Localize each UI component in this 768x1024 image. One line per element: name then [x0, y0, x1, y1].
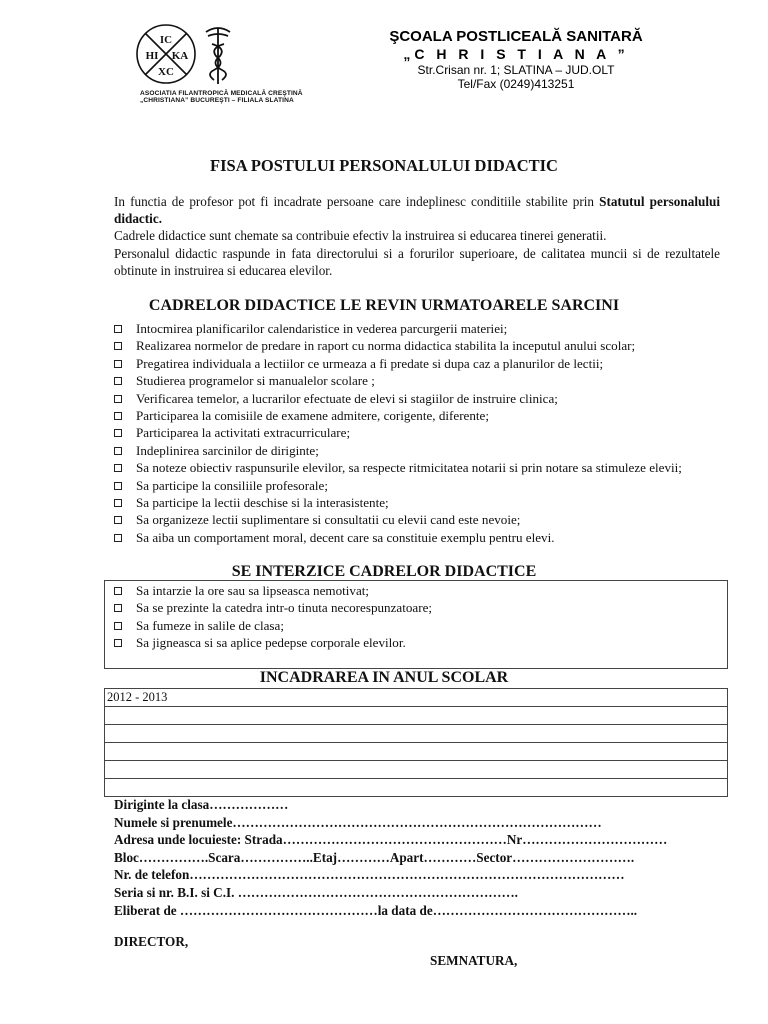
checkbox-icon	[114, 342, 122, 350]
list-item	[114, 459, 720, 476]
field-diriginte: Diriginte la clasa………………	[114, 797, 289, 812]
forbidden-heading: SE INTERZICE CADRELOR DIDACTICE	[231, 563, 537, 580]
field-nume: Numele si prenumele…………………………………………………………………………	[114, 814, 602, 830]
school-info	[356, 28, 676, 91]
checkbox-icon	[114, 464, 122, 472]
table-row	[105, 743, 727, 761]
checkbox-icon	[114, 499, 122, 507]
field-adresa: Adresa unde locuieste: Strada……………………………………………Nr……………………………	[114, 832, 668, 848]
checkbox-icon	[114, 325, 122, 333]
task-text: Studierea programelor si manualelor scolare ;	[136, 373, 375, 389]
task-text: Sa aiba un comportament moral, decent care sa constituie exemplu pentru elevi.	[136, 529, 555, 545]
list-item	[114, 634, 714, 651]
task-text: Sa participe la consiliile profesorale;	[136, 477, 328, 493]
intro-paragraph-1	[114, 193, 720, 227]
document-title: FISA POSTULUI PERSONALULUI DIDACTIC	[210, 156, 558, 175]
task-text: Sa organizeze lectii suplimentare si consultatii cu elevii cand este nevoie;	[136, 512, 521, 528]
intro-bold-statute: Statutul personalului didactic.	[114, 194, 720, 227]
task-text: Sa noteze obiectiv raspunsurile elevilor, sa respecte ritmicitatea notarii si prin notare sa stimuleze elevii;	[136, 460, 682, 476]
tasks-list	[114, 320, 720, 546]
checkbox-icon	[114, 482, 122, 490]
logo-text-left: HI	[145, 50, 159, 62]
school-address: Str.Crisan nr. 1; SLATINA – JUD.OLT	[417, 63, 615, 77]
checkbox-icon	[114, 360, 122, 368]
list-item	[114, 424, 720, 441]
table-row	[105, 779, 727, 796]
forbidden-text: Sa fumeze in salile de clasa;	[136, 617, 284, 633]
task-text: Intocmirea planificarilor calendaristice in vederea parcurgerii materiei;	[136, 321, 508, 336]
task-text: Participarea la activitati extracurriculare;	[136, 425, 351, 441]
list-item	[114, 494, 720, 511]
task-text: Pregatirea individuala a lectiilor ce urmeaza a fi predate si dupa caz a planurilor de lectii;	[136, 355, 604, 371]
list-item	[114, 407, 720, 424]
task-text: Participarea la comisiile de examene admitere, corigente, diferente;	[136, 408, 489, 424]
signature-label: SEMNATURA,	[430, 953, 518, 968]
forbidden-text: Sa se prezinte la catedra intr-o tinuta necorespunzatoare;	[136, 600, 433, 616]
incadrare-heading: INCADRAREA IN ANUL SCOLAR	[259, 669, 509, 686]
logo-text-top: IC	[159, 34, 173, 46]
table-row	[105, 725, 727, 743]
checkbox-icon	[114, 516, 122, 524]
list-item	[114, 442, 720, 459]
list-item	[114, 477, 720, 494]
list-item	[114, 355, 720, 372]
task-text: Verificarea temelor, a lucrarilor efectuate de elevi si stagiilor de instruire clinica;	[136, 390, 558, 406]
logo-text-right: KA	[171, 50, 189, 62]
checkbox-icon	[114, 429, 122, 437]
checkbox-icon	[114, 447, 122, 455]
field-bloc: Bloc…………….Scara……………..Etaj…………Apart…………Sector……………………….	[114, 849, 635, 865]
checkbox-icon	[114, 639, 122, 647]
field-eliberat: Eliberat de ………………………………………la data de………………………………………..	[114, 902, 638, 918]
school-name: ŞCOALA POSTLICEALĂ SANITARĂ	[389, 28, 643, 45]
school-subtitle: „C H R I S T I A N A ”	[403, 46, 629, 62]
table-row	[105, 761, 727, 779]
association-line-2: „CHRISTIANA” BUCUREŞTI – FILIALA SLATINA	[140, 97, 294, 105]
checkbox-icon	[114, 587, 122, 595]
checkbox-icon	[114, 604, 122, 612]
list-item	[114, 320, 720, 337]
incadrare-table	[104, 688, 728, 797]
checkbox-icon	[114, 622, 122, 630]
logo-text-bottom: XC	[158, 66, 174, 78]
list-item	[114, 337, 720, 354]
field-seria: Seria si nr. B.I. si C.I. ……………………………………………………….	[114, 884, 518, 900]
forbidden-text: Sa jigneasca si sa aplice pedepse corporale elevilor.	[136, 635, 406, 651]
director-label: DIRECTOR,	[114, 934, 189, 949]
list-item	[114, 511, 720, 528]
intro-paragraph-2: Cadrele didactice sunt chemate sa contribuie efectiv la instruirea si educarea tinerei generatii.	[114, 228, 607, 244]
personal-data-form	[114, 796, 734, 919]
list-item	[114, 372, 720, 389]
task-text: Sa participe la lectii deschise si la interasistente;	[136, 495, 389, 511]
forbidden-text: Sa intarzie la ore sau sa lipseasca nemotivat;	[136, 583, 370, 598]
school-phone: Tel/Fax (0249)413251	[457, 77, 575, 91]
list-item	[114, 582, 714, 599]
field-telefon: Nr. de telefon………………………………………………………………………………………	[114, 867, 625, 883]
table-row	[105, 707, 727, 725]
school-logo	[134, 22, 246, 86]
task-text: Realizarea normelor de predare in raport cu norma didactica stabilita la inceputul anului scolar;	[136, 338, 636, 354]
checkbox-icon	[114, 412, 122, 420]
list-item	[114, 617, 714, 634]
table-row: 2012 - 2013	[105, 689, 727, 707]
checkbox-icon	[114, 377, 122, 385]
association-line-1: ASOCIATIA FILANTROPICĂ MEDICALĂ CREŞTINĂ	[140, 90, 303, 97]
checkbox-icon	[114, 395, 122, 403]
intro-paragraph-3: Personalul didactic raspunde in fata directorului si a forurilor superioare, de calitatea muncii si de rezultatele obtinute in instruirea si educarea elevilor.	[114, 245, 720, 278]
list-item	[114, 390, 720, 407]
intro-section	[114, 193, 720, 279]
caduceus-icon	[206, 28, 230, 84]
list-item	[114, 529, 720, 546]
forbidden-list	[114, 582, 714, 652]
list-item	[114, 599, 714, 616]
intro-text-1: In functia de profesor pot fi incadrate persoane care indeplinesc conditiile stabilite prin	[114, 194, 600, 209]
checkbox-icon	[114, 534, 122, 542]
tasks-heading: CADRELOR DIDACTICE LE REVIN URMATOARELE SARCINI	[148, 297, 620, 314]
association-name	[140, 90, 330, 105]
document-header	[0, 0, 768, 120]
task-text: Indeplinirea sarcinilor de diriginte;	[136, 442, 319, 458]
forbidden-box	[104, 580, 728, 669]
